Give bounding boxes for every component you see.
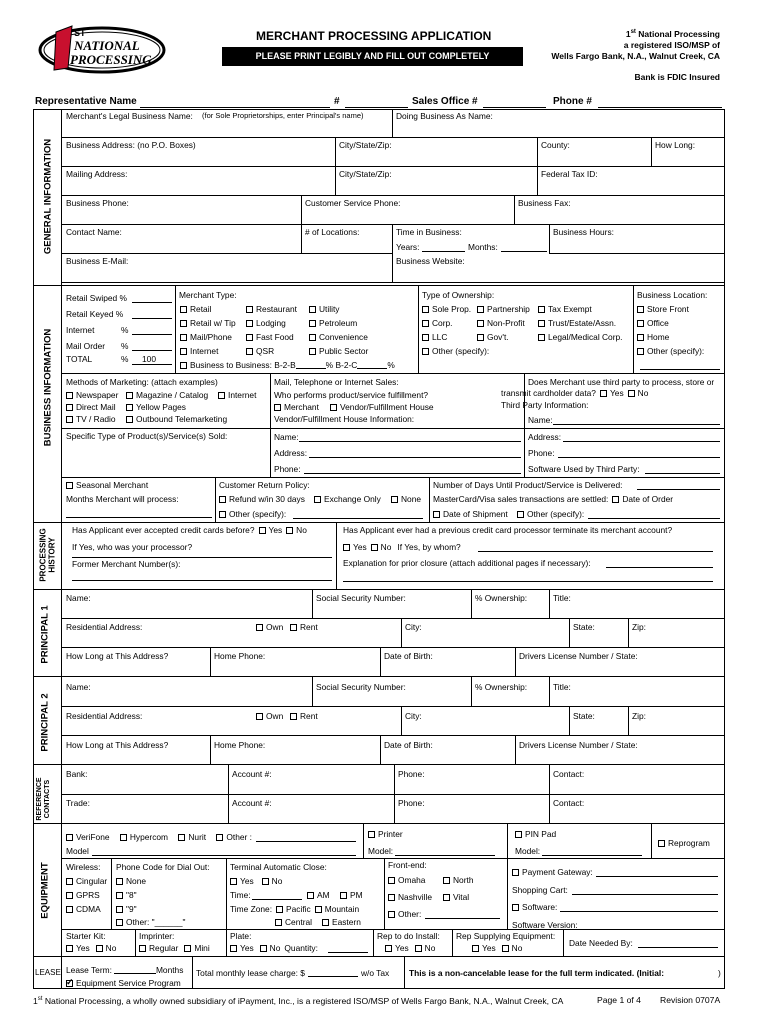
rep-supply-yes-checkbox[interactable] [472,945,479,952]
ref-trade-phone-label[interactable]: Phone: [398,798,425,808]
business-address-label[interactable]: Business Address: (no P.O. Boxes) [66,140,196,150]
svg-text:PROCESSING: PROCESSING [70,52,152,67]
explanation-label: Explanation for prior closure (attach additional pages if necessary): [343,558,591,568]
imprinter-regular-checkbox[interactable] [139,945,146,952]
own-govt-checkbox[interactable]: Gov't. [477,333,509,341]
merchant-type-label: Merchant Type: [179,290,237,300]
payment-gateway-checkbox[interactable]: Payment Gateway: [512,868,593,876]
terminated-yes-checkbox[interactable] [343,544,350,551]
mk-yellow-pages-checkbox[interactable]: Yellow Pages [126,403,186,411]
close-time-label: Time: [230,890,251,900]
reprogram-checkbox[interactable]: Reprogram [658,839,710,847]
explanation-input-2[interactable] [343,581,713,582]
plate-yes-checkbox[interactable] [230,945,237,952]
third-party-address-label: Address: [528,432,562,442]
p2-title-label[interactable]: Title: [553,682,571,692]
county-label[interactable]: County: [541,140,570,150]
representative-name-label: Representative Name [35,96,137,107]
p1-title-label[interactable]: Title: [553,593,571,603]
plate-quantity-input[interactable] [328,952,368,953]
central-checkbox[interactable]: Central [275,918,312,926]
rep-install-no-checkbox[interactable] [415,945,422,952]
plate-options: Yes No Quantity: [230,944,318,952]
terminated-answer: Yes No If Yes, by whom? [343,543,461,551]
mt-convenience-checkbox[interactable]: Convenience [309,333,368,341]
rep-phone-input[interactable] [598,107,722,108]
pacific-checkbox[interactable] [276,906,283,913]
how-long-label[interactable]: How Long: [655,140,696,150]
contact-name-label[interactable]: Contact Name: [66,227,122,237]
starter-kit-options: Yes No [66,944,116,952]
mt-internet-checkbox[interactable]: Internet [180,347,218,355]
loc-home-checkbox[interactable]: Home [637,333,669,341]
accepted-cards-question: Has Applicant ever accepted credit cards before? Yes No [72,525,307,535]
mt-petroleum-checkbox[interactable]: Petroleum [309,319,357,327]
months-label: Months: [468,242,498,252]
time-zone-options: Time Zone: Pacific Mountain [230,904,360,914]
third-party-info-label: Third Party Information: [501,400,589,410]
section-processing-history: PROCESSING HISTORY [38,528,57,582]
p1-city-label[interactable]: City: [405,622,422,632]
years-label: Years: [396,242,420,252]
front-end-label: Front-end: [388,860,427,870]
sales-office-label: Sales Office # [412,96,478,107]
p2-city-label[interactable]: City: [405,711,422,721]
imprinter-mini-checkbox[interactable] [184,945,191,952]
pin-pad-checkbox[interactable]: PIN Pad [515,830,556,838]
mountain-checkbox[interactable] [315,906,322,913]
third-party-name-label: Name: [528,415,553,425]
printer-model-input[interactable] [395,855,495,856]
mail-order-input[interactable] [132,350,172,351]
software-checkbox[interactable]: Software: [512,903,557,911]
revision-number: Revision 0707A [660,995,721,1005]
instruction-banner-text: PLEASE PRINT LEGIBLY AND FILL OUT COMPLETELY [255,51,490,61]
shopping-cart-label: Shopping Cart: [512,885,568,895]
mk-internet-checkbox[interactable]: Internet [218,391,256,399]
vendor-address-label: Address: [274,448,308,458]
seasonal-checkbox[interactable]: Seasonal Merchant [66,481,148,489]
dba-label: Doing Business As Name: [396,111,493,121]
customer-service-phone-label[interactable]: Customer Service Phone: [305,198,401,208]
starter-kit-yes-checkbox[interactable] [66,945,73,952]
own-sole-prop-checkbox[interactable]: Sole Prop. [422,305,471,313]
section-business-information: BUSINESS INFORMATION [42,328,54,447]
rep-install-options: Yes No [385,944,435,952]
noncancelable-notice: This is a non-cancelable lease for the full term indicated. (Initial: [409,968,665,978]
date-needed-label: Date Needed By: [569,938,633,948]
third-party-yes-checkbox[interactable] [600,390,607,397]
terminated-question: Has Applicant ever had a previous credit card processor terminate its merchant account? [343,525,673,535]
lease-term-input[interactable] [114,973,156,974]
mt-public-sector-checkbox[interactable]: Public Sector [309,347,368,355]
rep-supply-no-checkbox[interactable] [502,945,509,952]
mk-magazine-checkbox[interactable]: Magazine / Catalog [126,391,208,399]
marketing-label: Methods of Marketing: (attach examples) [66,377,218,387]
p1-name-label[interactable]: Name: [66,593,91,603]
former-numbers-input[interactable] [72,580,332,581]
p1-dob-label[interactable]: Date of Birth: [384,651,433,661]
p1-how-long-label[interactable]: How Long at This Address? [66,651,169,661]
return-policy-label: Customer Return Policy: [219,480,310,490]
p1-ownership-label[interactable]: % Ownership: [475,593,528,603]
auto-close-no-checkbox[interactable] [262,878,269,885]
ref-bank-account-label[interactable]: Account #: [232,769,272,779]
retail-keyed-label: Retail Keyed % [66,309,124,319]
accepted-no-checkbox[interactable] [286,527,293,534]
rep-supply-options: Yes No [472,944,522,952]
mailing-address-label[interactable]: Mailing Address: [66,169,128,179]
plate-no-checkbox[interactable] [260,945,267,952]
date-needed-input[interactable] [638,947,718,948]
auto-close-yes-checkbox[interactable] [230,878,237,885]
p2-state-label[interactable]: State: [573,711,595,721]
terminated-whom-input[interactable] [478,551,713,552]
starter-kit-label: Starter Kit: [66,931,106,941]
software-version-label: Software Version: [512,920,578,930]
section-reference-contacts: REFERENCE CONTACTS [36,777,51,821]
rep-number-label: # [334,96,340,107]
time-in-business-label: Time in Business: [396,227,462,237]
third-party-software-label: Software Used by Third Party: [528,464,640,474]
eq-model-input[interactable] [92,855,356,856]
eq-model-label: Model [66,846,89,856]
section-principal-1: PRINCIPAL 1 [39,605,51,664]
business-fax-label[interactable]: Business Fax: [518,198,571,208]
pin-pad-model-label: Model: [515,846,541,856]
pc-9-checkbox[interactable]: "9" [116,905,137,913]
months-process-label[interactable]: Months Merchant will process: [66,494,179,504]
date-of-shipment-checkbox[interactable]: Date of Shipment [433,510,508,518]
company-info: 1st National Processing a registered ISO/MSP of Wells Fargo Bank, N.A., Walnut Creek, CA Bank is FDIC Insured [551,28,720,82]
p2-zip-label[interactable]: Zip: [632,711,646,721]
rep-install-yes-checkbox[interactable] [385,945,392,952]
rep-number-input[interactable] [345,107,408,108]
mail-tel-sales-label: Mail, Telephone or Internet Sales: [274,377,399,387]
third-party-name-input[interactable] [553,424,720,425]
third-party-phone-label: Phone: [528,448,555,458]
svg-text:ST: ST [74,28,86,38]
initial-close: ) [718,968,721,978]
eastern-checkbox[interactable]: Eastern [322,918,361,926]
lease-charge: Total monthly lease charge: $ w/o Tax [196,968,390,978]
form-title: MERCHANT PROCESSING APPLICATION [256,29,492,43]
former-numbers-label: Former Merchant Number(s): [72,559,181,569]
hypercom-checkbox[interactable] [120,834,127,841]
fulfillment-question: Who performs product/service fulfillment? [274,390,429,400]
cdma-checkbox[interactable]: CDMA [66,905,101,913]
business-email-label[interactable]: Business E-Mail: [66,256,129,266]
third-party-software-input[interactable] [645,473,720,474]
close-time-input[interactable] [252,899,302,900]
total-pct-value: 100 [142,354,156,364]
third-party-phone-input[interactable] [558,457,720,458]
fdic-notice: Bank is FDIC Insured [634,71,720,82]
own-legal-medical-checkbox[interactable]: Legal/Medical Corp. [538,333,622,341]
third-party-question-2: transmit cardholder data? Yes No [501,388,649,398]
mk-tv-radio-checkbox[interactable]: TV / Radio [66,415,116,423]
legal-name-label: Merchant's Legal Business Name: [66,111,193,121]
shopping-cart-input[interactable] [572,894,718,895]
internet-pct-input[interactable] [132,334,172,335]
own-other-checkbox[interactable]: Other (specify): [422,347,489,355]
years-input[interactable] [422,251,465,252]
eq-terminal-options: VeriFone Hypercom Nurit Other : [66,833,252,841]
mt-fast-food-checkbox[interactable]: Fast Food [246,333,294,341]
verifone-checkbox[interactable] [66,834,73,841]
business-website-label[interactable]: Business Website: [396,256,465,266]
retail-swiped-input[interactable] [132,302,172,303]
mt-lodging-checkbox[interactable]: Lodging [246,319,286,327]
p2-ssn-label[interactable]: Social Security Number: [316,682,406,692]
p2-how-long-label[interactable]: How Long at This Address? [66,740,169,750]
payment-gateway-input[interactable] [596,876,718,877]
vendor-info-label: Vendor/Fulfillment House Information: [274,414,415,424]
ref-bank-label[interactable]: Bank: [66,769,88,779]
explanation-input-1[interactable] [606,567,713,568]
mailing-city-label[interactable]: City/State/Zip: [339,169,392,179]
omaha-checkbox[interactable]: Omaha [388,876,425,884]
own-nonprofit-checkbox[interactable]: Non-Profit [477,319,525,327]
accepted-yes-checkbox[interactable] [259,527,266,534]
printer-model-label: Model: [368,846,394,856]
ful-vendor-checkbox[interactable]: Vendor/Fulfillment House [330,403,434,411]
own-corp-checkbox[interactable]: Corp. [422,319,452,327]
mt-retail-tip-checkbox[interactable]: Retail w/ Tip [180,319,236,327]
imprinter-options: Regular Mini [139,944,210,952]
p1-own-checkbox[interactable]: Own [256,623,283,631]
p1-home-phone-label[interactable]: Home Phone: [214,651,266,661]
rep-phone-label: Phone # [553,96,592,107]
own-trust-checkbox[interactable]: Trust/Estate/Assn. [538,319,616,327]
pc-8-checkbox[interactable]: "8" [116,891,137,899]
ref-bank-contact-label[interactable]: Contact: [553,769,585,779]
rep-supply-label: Rep Supplying Equipment: [456,931,556,941]
phone-code-label: Phone Code for Dial Out: [116,862,210,872]
p2-own-checkbox[interactable]: Own [256,712,283,720]
starter-kit-no-checkbox[interactable] [96,945,103,952]
third-party-no-checkbox[interactable] [628,390,635,397]
mt-retail-checkbox[interactable]: Retail [180,305,211,313]
auto-close-options: Yes No [230,877,282,885]
rep-install-label: Rep to do Install: [377,931,440,941]
settled-other-checkbox[interactable]: Other (specify): [517,510,584,518]
locations-label[interactable]: # of Locations: [305,227,360,237]
section-principal-2: PRINCIPAL 2 [39,693,51,752]
footer-text: 1st National Processing, a wholly owned subsidiary of iPayment, Inc., is a registered ISO/MSP of Wells Fargo Bank, N.A., Walnut Creek, CA [33,995,564,1006]
mt-qsr-checkbox[interactable]: QSR [246,347,274,355]
p1-rent-checkbox[interactable]: Rent [290,623,318,631]
sales-office-input[interactable] [483,107,546,108]
return-other-checkbox[interactable]: Other (specify): [219,510,286,518]
pc-none-checkbox[interactable]: None [116,877,146,885]
p2-home-phone-label[interactable]: Home Phone: [214,740,266,750]
software-input[interactable] [560,911,718,912]
gprs-checkbox[interactable]: GPRS [66,891,100,899]
business-location-label: Business Location: [637,290,708,300]
plate-label: Plate: [230,931,252,941]
pc-other-checkbox[interactable]: Other: "______" [116,918,186,926]
who-processor-label: If Yes, who was your processor? [72,542,193,552]
p1-license-label[interactable]: Drivers License Number / State: [519,651,638,661]
retail-keyed-input[interactable] [132,318,172,319]
svg-text:NATIONAL: NATIONAL [74,38,140,53]
instruction-banner [222,47,523,66]
wireless-label: Wireless: [66,862,101,872]
vendor-phone-input[interactable] [304,473,521,474]
mt-restaurant-checkbox[interactable]: Restaurant [246,305,297,313]
pm-checkbox[interactable]: PM [340,891,363,899]
nashville-checkbox[interactable]: Nashville [388,893,432,901]
federal-tax-id-label[interactable]: Federal Tax ID: [541,169,598,179]
cingular-checkbox[interactable]: Cingular [66,877,107,885]
p1-ssn-label[interactable]: Social Security Number: [316,593,406,603]
loc-other-checkbox[interactable]: Other (specify): [637,347,704,355]
ref-trade-account-label[interactable]: Account #: [232,798,272,808]
mail-order-label: Mail Order [66,341,106,351]
ref-bank-phone-label[interactable]: Phone: [398,769,425,779]
vendor-address-input[interactable] [309,457,521,458]
page-number: Page 1 of 4 [597,995,641,1005]
internet-pct-label: Internet [66,325,95,335]
mk-direct-mail-checkbox[interactable]: Direct Mail [66,403,116,411]
days-until-delivered-input[interactable] [637,489,720,490]
fe-other-input[interactable] [425,918,500,919]
third-party-address-input[interactable] [563,441,720,442]
p1-zip-label[interactable]: Zip: [632,622,646,632]
nurit-checkbox[interactable] [178,834,185,841]
business-city-label[interactable]: City/State/Zip: [339,140,392,150]
products-label[interactable]: Specific Type of Product(s)/Service(s) Sold: [66,431,228,441]
who-processor-input[interactable] [72,557,332,558]
p1-state-label[interactable]: State: [573,622,595,632]
terminated-no-checkbox[interactable] [371,544,378,551]
eq-other-input[interactable] [256,841,356,842]
ref-trade-label[interactable]: Trade: [66,798,90,808]
mt-utility-checkbox[interactable]: Utility [309,305,339,313]
esp-checkbox[interactable]: ✓Equipment Service Program [66,979,181,987]
third-party-question: Does Merchant use third party to process, store or [528,377,715,387]
section-lease: LEASE [35,968,61,977]
mk-outbound-checkbox[interactable]: Outbound Telemarketing [126,415,227,423]
section-equipment: EQUIPMENT [39,862,51,919]
ownership-label: Type of Ownership: [422,290,495,300]
business-hours-label[interactable]: Business Hours: [553,227,614,237]
months-input[interactable] [501,251,547,252]
mk-newspaper-checkbox[interactable]: Newspaper [66,391,118,399]
auto-close-label: Terminal Automatic Close: [230,862,327,872]
mt-b2b-checkbox[interactable]: Business to Business: B-2-B % B-2-C % [180,361,395,369]
p2-residential-label[interactable]: Residential Address: [66,711,143,721]
own-partnership-checkbox[interactable]: Partnership [477,305,530,313]
north-checkbox[interactable]: North [443,876,473,884]
p2-license-label[interactable]: Drivers License Number / State: [519,740,638,750]
legal-name-note: (for Sole Proprietorships, enter Principal's name) [202,111,364,120]
retail-swiped-label: Retail Swiped % [66,293,127,303]
vendor-phone-label: Phone: [274,464,301,474]
refund-30-checkbox[interactable]: Refund w/in 30 days [219,495,305,503]
mt-mail-phone-checkbox[interactable]: Mail/Phone [180,333,232,341]
vendor-name-label: Name: [274,432,299,442]
return-none-checkbox[interactable]: None [391,495,421,503]
total-label: TOTAL [66,354,93,364]
printer-checkbox[interactable]: Printer [368,830,403,838]
days-until-delivered-label: Number of Days Until Product/Service is Delivered: [433,480,623,490]
own-llc-checkbox[interactable]: LLC [422,333,447,341]
mc-visa-settled: MasterCard/Visa sales transactions are settled: Date of Order [433,494,674,504]
lease-charge-input[interactable] [308,976,358,977]
lease-term: Lease Term: Months [66,965,184,975]
eq-other-checkbox[interactable] [216,834,223,841]
fe-other-checkbox[interactable]: Other: [388,910,421,918]
loc-office-checkbox[interactable]: Office [637,319,669,327]
loc-store-front-checkbox[interactable]: Store Front [637,305,689,313]
p1-residential-label[interactable]: Residential Address: [66,622,143,632]
pin-pad-model-input[interactable] [542,855,642,856]
p2-dob-label[interactable]: Date of Birth: [384,740,433,750]
p2-name-label[interactable]: Name: [66,682,91,692]
section-general-information: GENERAL INFORMATION [42,138,54,255]
imprinter-label: Imprinter: [139,931,175,941]
ful-merchant-checkbox[interactable]: Merchant [274,403,319,411]
business-phone-label[interactable]: Business Phone: [66,198,129,208]
ref-trade-contact-label[interactable]: Contact: [553,798,585,808]
company-logo [30,20,166,76]
sidebar-divider [61,109,62,989]
vital-checkbox[interactable]: Vital [443,893,469,901]
exchange-only-checkbox[interactable]: Exchange Only [314,495,381,503]
am-checkbox[interactable]: AM [307,891,330,899]
vendor-name-input[interactable] [299,441,521,442]
own-tax-exempt-checkbox[interactable]: Tax Exempt [538,305,592,313]
p2-rent-checkbox[interactable]: Rent [290,712,318,720]
p2-ownership-label[interactable]: % Ownership: [475,682,528,692]
date-of-order-checkbox[interactable] [612,496,619,503]
representative-name-input[interactable] [140,107,330,108]
